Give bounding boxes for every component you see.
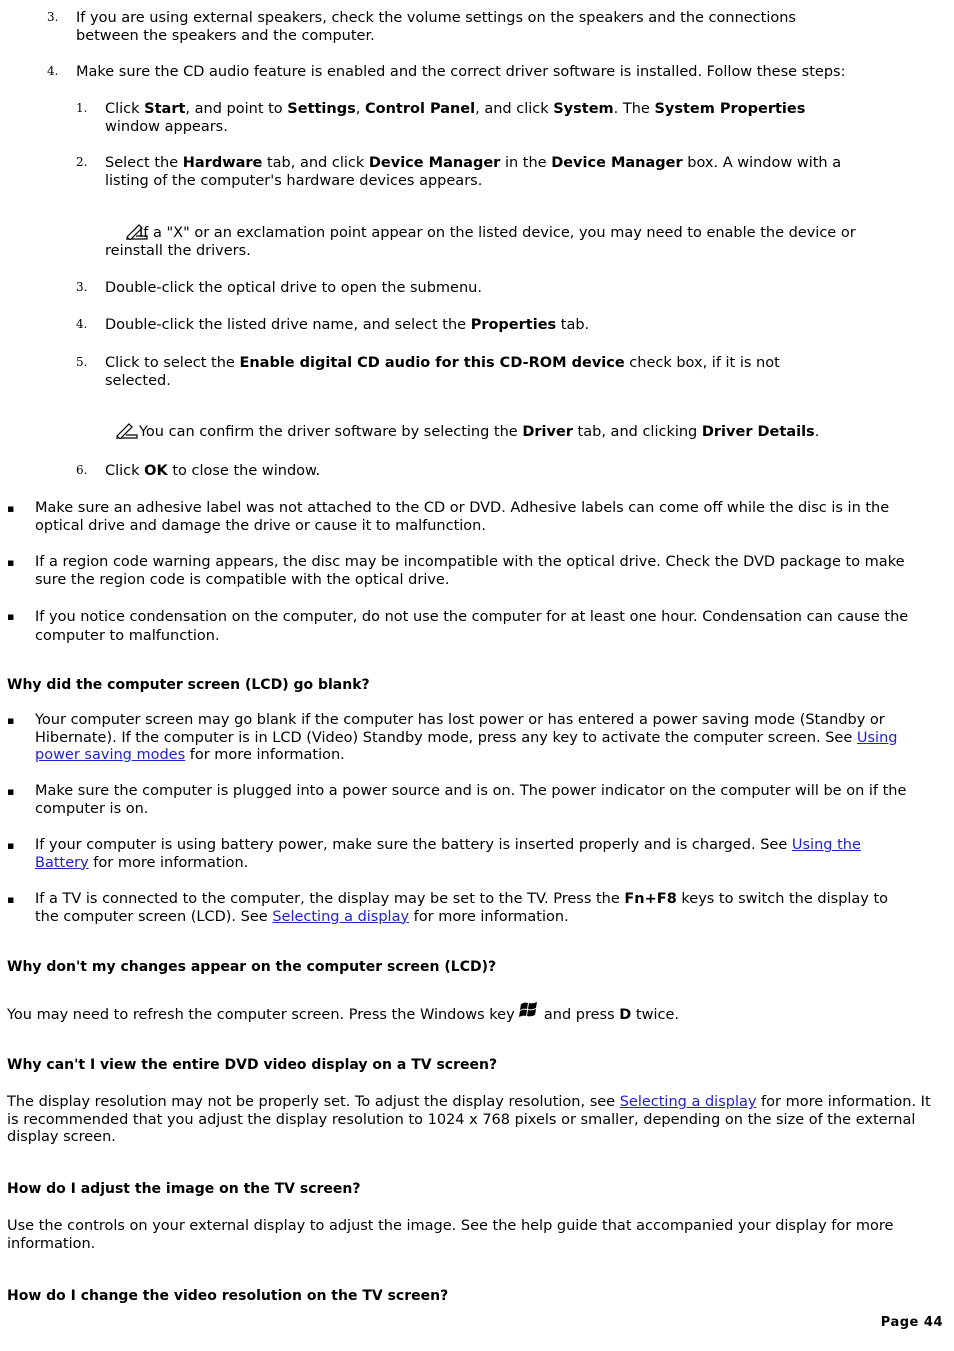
substep-number: 2. <box>76 155 88 169</box>
substep-number: 1. <box>76 101 88 115</box>
square-bullet: ▪ <box>7 714 15 727</box>
note: If a "X" or an exclamation point appear on the listed device, you may need to enable the device or reinstall the drivers. <box>105 222 905 260</box>
substep-text: Double-click the optical drive to open the submenu. <box>105 280 482 296</box>
square-bullet: ▪ <box>7 893 15 906</box>
square-bullet: ▪ <box>7 502 15 515</box>
link-selecting-a-display[interactable]: Selecting a display <box>619 1094 757 1110</box>
substep-number: 3. <box>76 280 88 294</box>
section-heading: Why can't I view the entire DVD video display on a TV screen? <box>7 1057 498 1073</box>
note: You can confirm the driver software by selecting the Driver tab, and clicking Driver Details. <box>115 421 905 442</box>
step-number: 3. <box>47 10 59 24</box>
paragraph: You may need to refresh the computer screen. Press the Windows key and press D twice. <box>7 999 927 1028</box>
list-item: If a TV is connected to the computer, the display may be set to the TV. Press the Fn+F8 keys to switch the display to the computer screen (LCD). See Selecting a display for more information. <box>35 891 889 925</box>
step-text: Make sure the CD audio feature is enabled and the correct driver software is installed. Follow these steps: <box>76 64 846 80</box>
note-pencil-icon <box>115 421 139 439</box>
list-item: If a region code warning appears, the disc may be incompatible with the optical drive. Check the DVD package to make sure the region code is compatible with the optical drive. <box>35 554 905 588</box>
link-using-the-battery[interactable]: Using the Battery <box>35 837 861 871</box>
section-heading: How do I change the video resolution on the TV screen? <box>7 1288 449 1304</box>
step-number: 4. <box>47 64 59 78</box>
link-using-power-saving-modes[interactable]: Using power saving modes <box>35 729 898 763</box>
paragraph: The display resolution may not be properly set. To adjust the display resolution, see Selecting a display for more information. It is recommended that you adjust the display resolution to 1024 x 768 pixels or smaller, depending on the size of the external display screen. <box>7 1094 931 1145</box>
square-bullet: ▪ <box>7 556 15 569</box>
note-pencil-icon <box>115 222 139 240</box>
list-item: Make sure the computer is plugged into a power source and is on. The power indicator on the computer will be on if the computer is on. <box>35 783 907 817</box>
substep-text: Select the Hardware tab, and click Device Manager in the Device Manager box. A window with a listing of the computer's hardware devices appears. <box>105 155 842 189</box>
link-selecting-a-display[interactable]: Selecting a display <box>272 908 410 925</box>
substep-number: 5. <box>76 355 88 369</box>
substep-text: Click OK to close the window. <box>105 463 321 479</box>
step-text: If you are using external speakers, check the volume settings on the speakers and the connections between the speakers and the computer. <box>76 10 796 44</box>
substep-number: 4. <box>76 317 88 331</box>
square-bullet: ▪ <box>7 785 15 798</box>
windows-logo-icon <box>519 999 539 1019</box>
list-item: If you notice condensation on the computer, do not use the computer for at least one hour. Condensation can cause the computer to malfunction. <box>35 609 909 644</box>
page-number: Page 44 <box>880 1315 943 1330</box>
list-item: Your computer screen may go blank if the computer has lost power or has entered a power saving mode (Standby or Hibernate). If the computer is in LCD (Video) Standby mode, press any key to activate the computer screen. See Using power saving modes for more information. <box>35 712 898 763</box>
section-heading: How do I adjust the image on the TV screen? <box>7 1181 361 1197</box>
list-item: If your computer is using battery power, make sure the battery is inserted properly and is charged. See Using the Battery for more information. <box>35 837 861 871</box>
substep-text: Click to select the Enable digital CD audio for this CD-ROM device check box, if it is not selected. <box>105 355 780 389</box>
list-item: Make sure an adhesive label was not attached to the CD or DVD. Adhesive labels can come off while the disc is in the optical drive and damage the drive or cause it to malfunction. <box>35 500 890 534</box>
square-bullet: ▪ <box>7 839 15 852</box>
square-bullet: ▪ <box>7 610 15 623</box>
paragraph: Use the controls on your external display to adjust the image. See the help guide that accompanied your display for more information. <box>7 1218 894 1252</box>
substep-number: 6. <box>76 463 88 477</box>
section-heading: Why did the computer screen (LCD) go blank? <box>7 677 370 693</box>
section-heading: Why don't my changes appear on the computer screen (LCD)? <box>7 959 497 975</box>
substep-text: Click Start, and point to Settings, Control Panel, and click System. The System Properties window appears. <box>105 101 806 135</box>
substep-text: Double-click the listed drive name, and select the Properties tab. <box>105 317 590 333</box>
